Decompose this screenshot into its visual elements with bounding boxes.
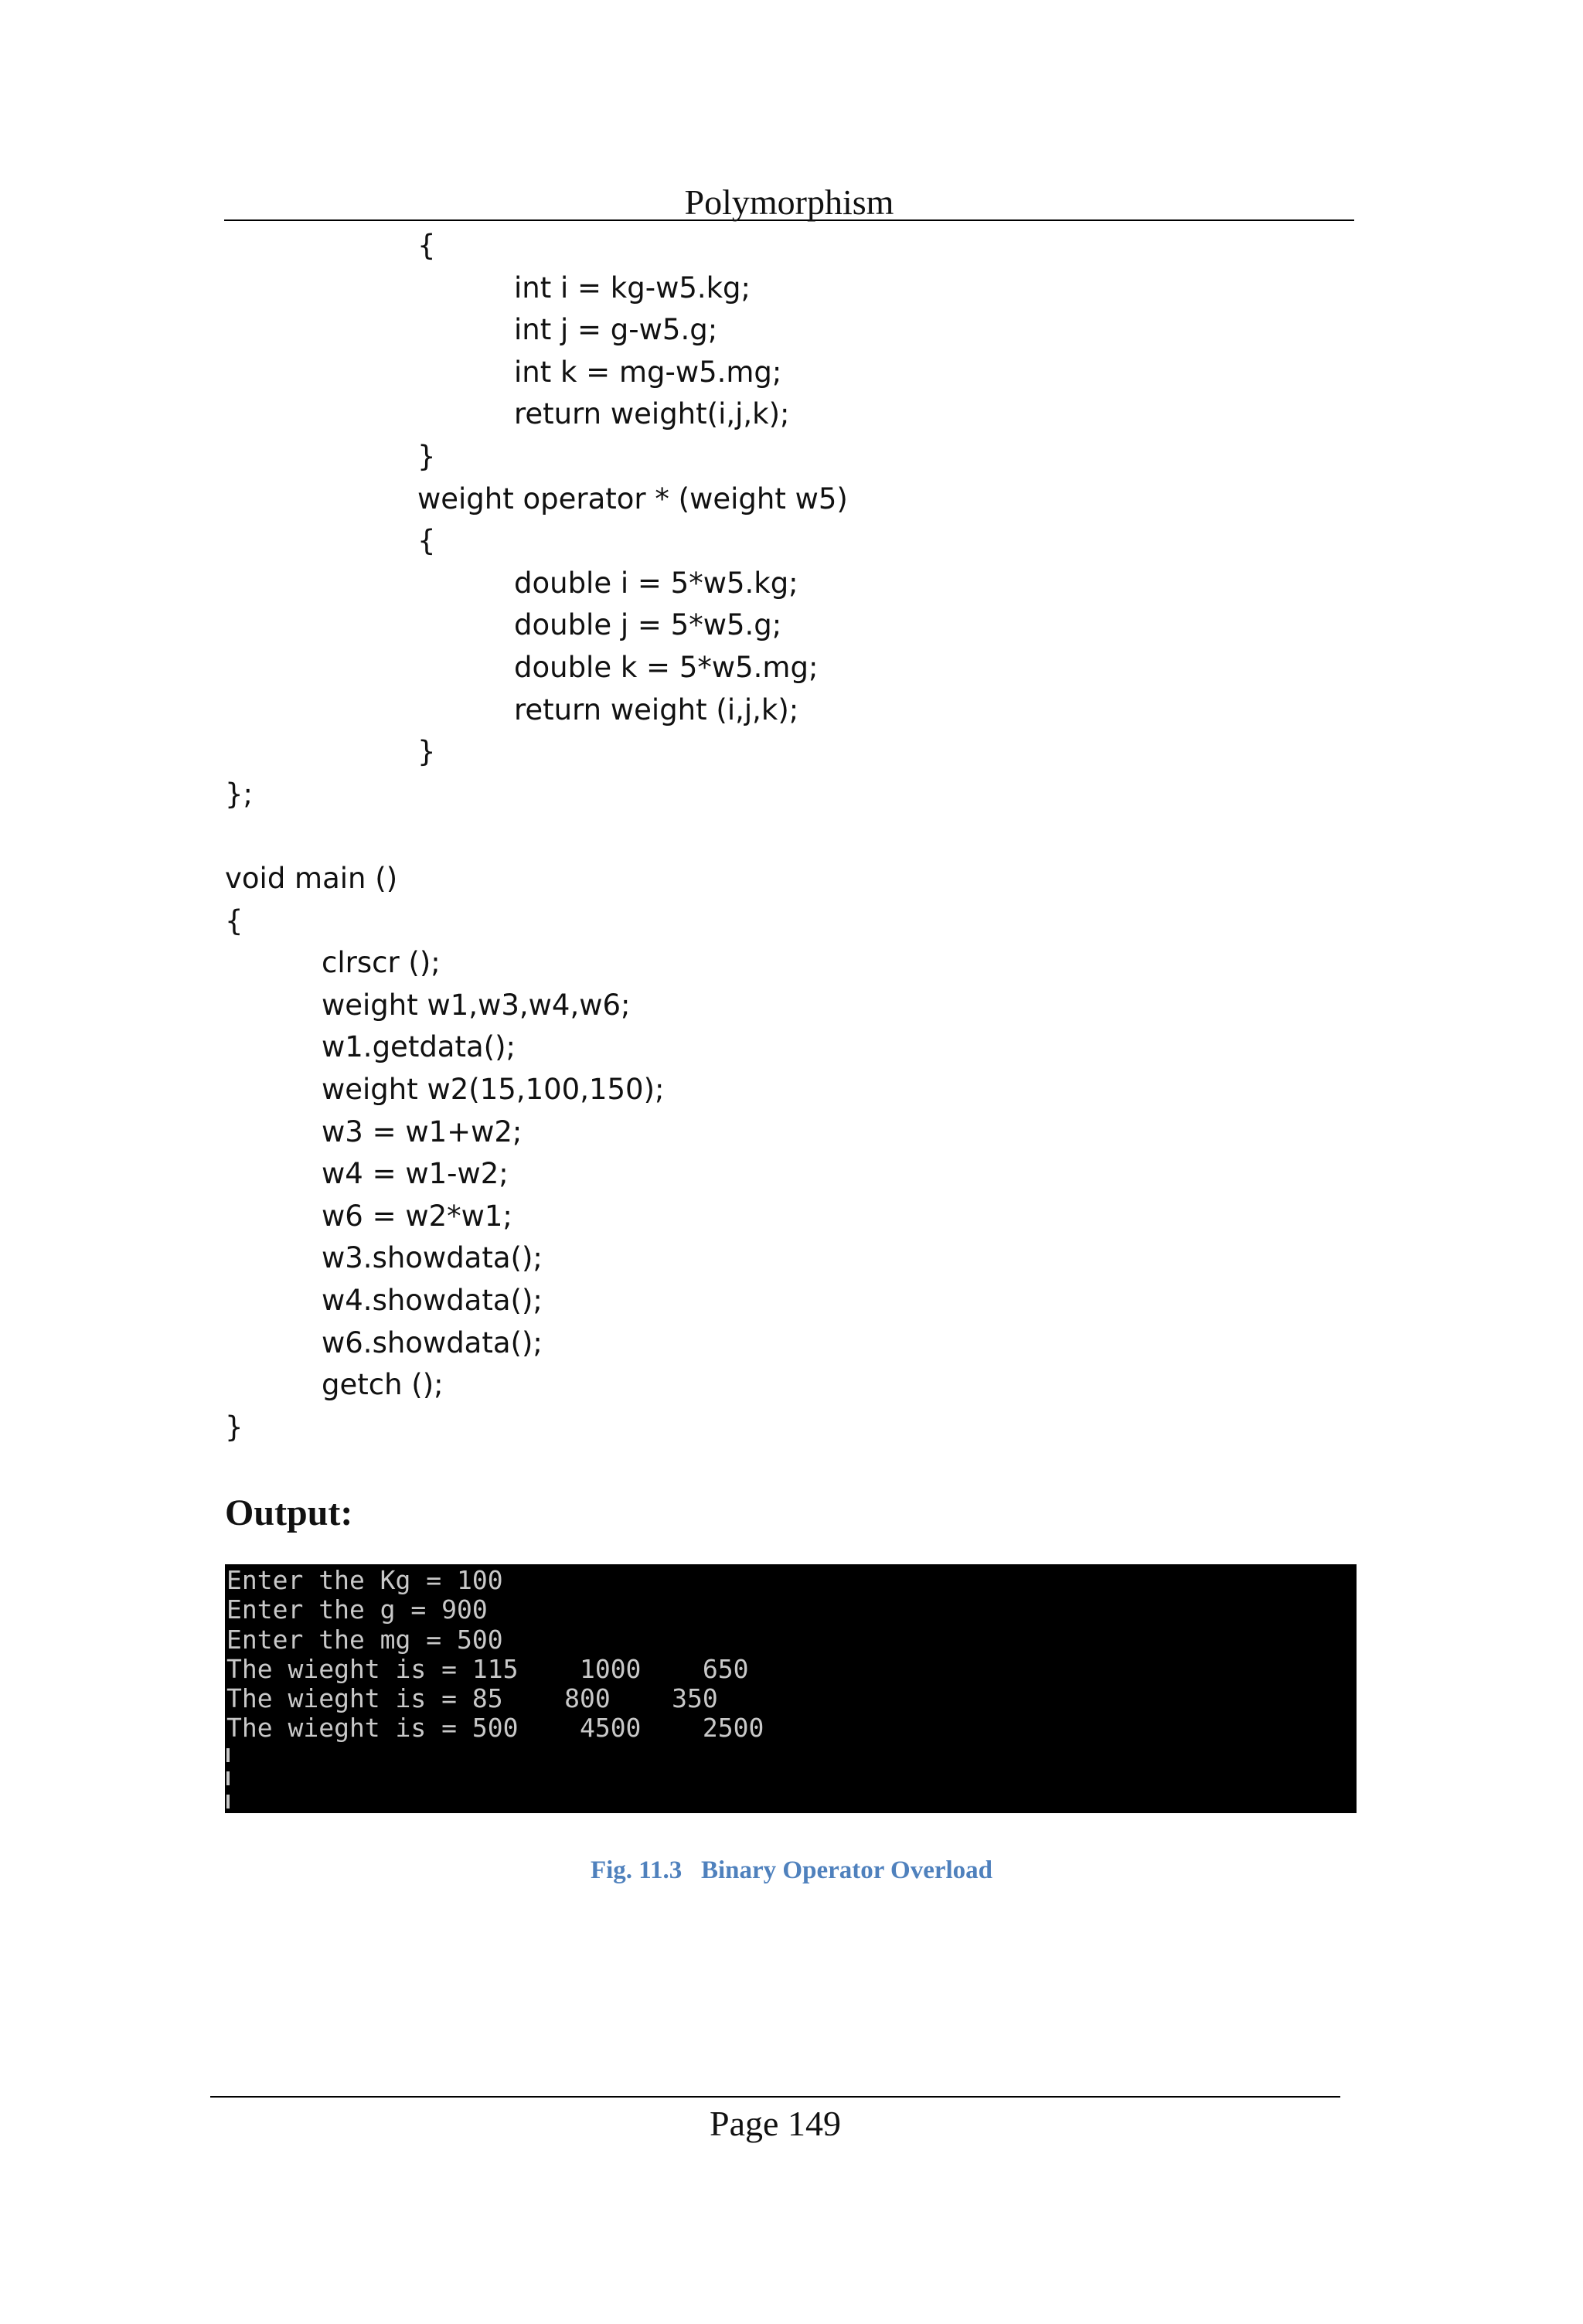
code-line: w4 = w1-w2; [322,1157,509,1191]
code-line: w6.showdata(); [322,1325,543,1359]
code-line: w6 = w2*w1; [322,1199,512,1233]
console-line: The wieght is = 85 800 350 [226,1683,718,1714]
console-line: Enter the mg = 500 [226,1624,503,1655]
console-line: The wieght is = 115 1000 650 [226,1653,749,1684]
code-line: double k = 5*w5.mg; [514,651,819,684]
console-line: Enter the Kg = 100 [226,1565,503,1595]
code-line: double i = 5*w5.kg; [514,566,798,600]
console-line: Enter the g = 900 [226,1594,488,1625]
code-line: } [225,1410,243,1444]
code-line: getch (); [322,1368,444,1402]
code-line: double j = 5*w5.g; [514,608,782,642]
code-line: }; [225,777,254,811]
code-line: int i = kg-w5.kg; [514,271,751,305]
code-line: w3.showdata(); [322,1241,543,1275]
figure-caption: Fig. 11.3 Binary Operator Overload [590,1856,993,1884]
code-line: { [417,229,436,262]
console-output-window [225,1564,1357,1813]
page-header-title: Polymorphism [224,179,1354,221]
page-number: Page 149 [210,2096,1340,2147]
code-line: w3 = w1+w2; [322,1114,523,1148]
code-line: w1.getdata(); [322,1030,516,1064]
code-line: { [225,903,243,937]
code-line: } [417,440,436,473]
output-heading: Output: [225,1492,353,1533]
code-line: } [417,735,436,769]
console-line: The wieght is = 500 4500 2500 [226,1713,764,1744]
code-line: weight w1,w3,w4,w6; [322,988,631,1022]
code-line: { [417,524,436,558]
code-line: weight w2(15,100,150); [322,1073,665,1106]
console-cursor-icon [226,1795,230,1809]
code-line: return weight (i,j,k); [514,692,799,726]
code-line: int j = g-w5.g; [514,313,718,347]
code-line: weight operator * (weight w5) [417,481,848,515]
code-line: int k = mg-w5.mg; [514,355,782,389]
console-cursor-icon [226,1748,230,1762]
console-cursor-icon [226,1771,230,1785]
code-line: void main () [225,862,398,895]
code-line: return weight(i,j,k); [514,397,790,431]
code-line: clrscr (); [322,946,441,980]
code-line: w4.showdata(); [322,1284,543,1317]
